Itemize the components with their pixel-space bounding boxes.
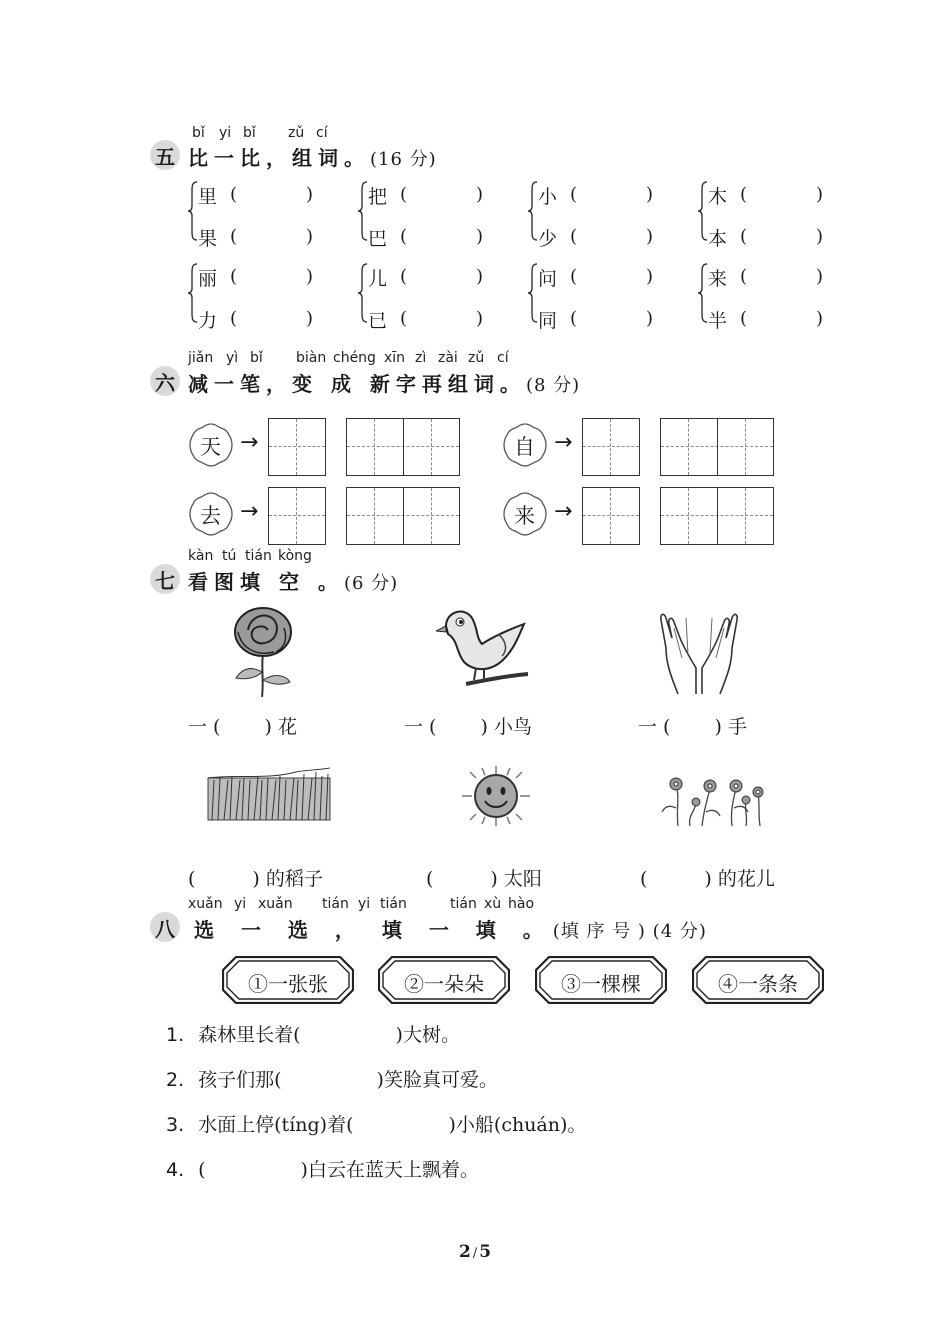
pinyin: hào xyxy=(508,896,535,912)
brace-icon xyxy=(698,180,708,242)
page-current: 2 xyxy=(458,1242,471,1262)
pair-char-bottom: 果 xyxy=(198,228,218,250)
writing-box-single[interactable] xyxy=(582,487,640,545)
source-char: 来 xyxy=(514,504,535,528)
word-pair xyxy=(188,262,328,332)
option-label: ④一条条 xyxy=(718,972,798,996)
pinyin: bǐ xyxy=(192,125,205,141)
fill-blank-flowers[interactable]: ( ) 的花儿 xyxy=(640,868,775,890)
pinyin: xuǎn xyxy=(258,896,293,912)
paren-open: ( xyxy=(740,308,748,329)
pair-char-top: 来 xyxy=(708,268,728,290)
rice-field-picture xyxy=(206,766,332,822)
paren-open: ( xyxy=(740,266,748,287)
fill-blank-flower[interactable]: 一 ( ) 花 xyxy=(188,716,297,738)
bird-picture xyxy=(436,604,531,696)
question-text: 水面上停(tíng)着( )小船(chuán)。 xyxy=(198,1114,587,1136)
pinyin: yi xyxy=(358,896,371,912)
question-text: ( )白云在蓝天上飘着。 xyxy=(198,1159,479,1181)
source-char: 去 xyxy=(200,504,221,528)
word-pair xyxy=(528,262,668,332)
brace-icon xyxy=(528,180,538,242)
brace-icon xyxy=(188,262,198,324)
brace-icon xyxy=(698,262,708,324)
pinyin: xīn xyxy=(384,350,406,366)
pair-char-top: 把 xyxy=(368,186,388,208)
paren-close: ) xyxy=(476,184,484,205)
pinyin: yi xyxy=(219,125,232,141)
pair-char-bottom: 半 xyxy=(708,310,728,332)
paren-open: ( xyxy=(230,266,238,287)
page-total: 5 xyxy=(479,1242,492,1262)
pair-char-bottom: 少 xyxy=(538,228,558,250)
option-label: ③一棵棵 xyxy=(561,972,641,996)
pinyin: chéng xyxy=(333,350,376,366)
pair-char-top: 小 xyxy=(538,186,558,208)
paren-open: ( xyxy=(570,308,578,329)
question-number: 1. xyxy=(166,1024,185,1046)
arrow-icon: → xyxy=(554,499,573,524)
pinyin: kòng xyxy=(278,548,312,564)
page-number xyxy=(0,1242,950,1262)
source-char: 天 xyxy=(200,435,221,459)
paren-close: ) xyxy=(646,308,654,329)
pinyin: cí xyxy=(316,125,328,141)
question-item[interactable] xyxy=(166,1155,479,1182)
section-title-text: 减一笔，变 成 新字再组词。 xyxy=(188,372,526,396)
pinyin: biàn xyxy=(296,350,327,366)
pinyin: tián xyxy=(322,896,349,912)
fill-blank-sun[interactable]: ( ) 太阳 xyxy=(426,868,542,890)
paren-close: ) xyxy=(476,226,484,247)
pinyin: tián xyxy=(450,896,477,912)
pair-char-bottom: 已 xyxy=(368,310,388,332)
writing-box-single[interactable] xyxy=(582,418,640,476)
pair-char-top: 木 xyxy=(708,186,728,208)
paren-open: ( xyxy=(740,226,748,247)
question-number: 2. xyxy=(166,1069,185,1091)
word-pair xyxy=(698,262,838,332)
word-pair xyxy=(698,180,838,250)
pinyin: xuǎn xyxy=(188,896,223,912)
question-number: 4. xyxy=(166,1159,185,1181)
pinyin: tú xyxy=(222,548,237,564)
paren-close: ) xyxy=(306,266,314,287)
fill-blank-hand[interactable]: 一 ( ) 手 xyxy=(638,716,747,738)
pinyin: bǐ xyxy=(243,125,256,141)
writing-box-double[interactable] xyxy=(660,418,774,476)
word-pair xyxy=(528,180,668,250)
paren-close: ) xyxy=(306,184,314,205)
word-pair xyxy=(188,180,328,250)
paren-open: ( xyxy=(400,266,408,287)
pinyin: cí xyxy=(497,350,509,366)
brace-icon xyxy=(188,180,198,242)
paren-close: ) xyxy=(816,308,824,329)
pair-char-bottom: 巴 xyxy=(368,228,388,250)
section-number-badge: 八 xyxy=(150,912,180,942)
paren-open: ( xyxy=(740,184,748,205)
paren-open: ( xyxy=(230,308,238,329)
pinyin: tián xyxy=(245,548,272,564)
option-label: ①一张张 xyxy=(248,972,328,996)
option-label: ②一朵朵 xyxy=(404,972,484,996)
word-pair xyxy=(358,262,498,332)
arrow-icon: → xyxy=(240,430,259,455)
pinyin: tián xyxy=(380,896,407,912)
question-text: 孩子们那( )笑脸真可爱。 xyxy=(198,1069,498,1091)
pinyin: yi xyxy=(234,896,247,912)
question-item[interactable] xyxy=(166,1065,498,1092)
pinyin: xù xyxy=(484,896,502,912)
section-title-text: 比一比，组词。 xyxy=(188,146,370,170)
question-number: 3. xyxy=(166,1114,185,1136)
paren-close: ) xyxy=(816,226,824,247)
section-title xyxy=(188,368,580,397)
paren-close: ) xyxy=(476,266,484,287)
pinyin: zǔ xyxy=(288,125,305,141)
paren-open: ( xyxy=(400,226,408,247)
pinyin: zài xyxy=(438,350,458,366)
section-score: (8 分) xyxy=(525,375,581,396)
paren-open: ( xyxy=(570,266,578,287)
paren-close: ) xyxy=(646,184,654,205)
paren-open: ( xyxy=(400,308,408,329)
pair-char-bottom: 力 xyxy=(198,310,218,332)
section-score: (填 序 号 ) (4 分) xyxy=(552,921,707,942)
section-number-badge: 六 xyxy=(150,366,180,396)
section-title xyxy=(194,914,707,943)
writing-box-double[interactable] xyxy=(346,487,460,545)
brace-icon xyxy=(358,262,368,324)
pair-char-bottom: 本 xyxy=(708,228,728,250)
section-title xyxy=(188,142,437,171)
pair-char-bottom: 同 xyxy=(538,310,558,332)
page-sep: / xyxy=(472,1246,478,1261)
pinyin: zǔ xyxy=(468,350,485,366)
pair-char-top: 里 xyxy=(198,186,218,208)
writing-box-double[interactable] xyxy=(660,487,774,545)
pinyin: yì xyxy=(226,350,239,366)
writing-box-single[interactable] xyxy=(268,418,326,476)
paren-open: ( xyxy=(400,184,408,205)
pinyin: zì xyxy=(415,350,427,366)
writing-box-single[interactable] xyxy=(268,487,326,545)
sun-picture xyxy=(458,764,534,828)
brace-icon xyxy=(528,262,538,324)
section-title-text: 看图填 空 。 xyxy=(188,570,344,594)
pair-char-top: 儿 xyxy=(368,268,388,290)
pinyin: bǐ xyxy=(250,350,263,366)
writing-box-double[interactable] xyxy=(346,418,460,476)
brace-icon xyxy=(358,180,368,242)
section-title xyxy=(188,566,398,595)
paren-open: ( xyxy=(230,226,238,247)
paren-close: ) xyxy=(646,266,654,287)
section-title-text: 选 一 选 ， 填 一 填 。 xyxy=(194,918,553,942)
arrow-icon: → xyxy=(554,430,573,455)
question-item[interactable] xyxy=(166,1110,586,1137)
paren-close: ) xyxy=(816,266,824,287)
flowers-picture xyxy=(660,768,776,826)
paren-close: ) xyxy=(306,226,314,247)
source-char: 自 xyxy=(514,435,535,459)
word-pair xyxy=(358,180,498,250)
pair-char-top: 问 xyxy=(538,268,558,290)
paren-close: ) xyxy=(646,226,654,247)
hands-picture xyxy=(660,608,738,696)
section-score: (6 分) xyxy=(343,573,399,594)
paren-close: ) xyxy=(476,308,484,329)
pair-char-top: 丽 xyxy=(198,268,218,290)
fill-blank-bird[interactable]: 一 ( ) 小鸟 xyxy=(404,716,532,738)
fill-blank-rice[interactable]: ( ) 的稻子 xyxy=(188,868,323,890)
arrow-icon: → xyxy=(240,499,259,524)
section-score: (16 分) xyxy=(370,149,437,170)
section-number-badge: 七 xyxy=(150,564,180,594)
section-number-badge: 五 xyxy=(150,140,180,170)
paren-open: ( xyxy=(570,226,578,247)
paren-close: ) xyxy=(816,184,824,205)
pinyin: kàn xyxy=(188,548,214,564)
paren-open: ( xyxy=(570,184,578,205)
paren-open: ( xyxy=(230,184,238,205)
paren-close: ) xyxy=(306,308,314,329)
rose-picture xyxy=(228,602,298,697)
question-text: 森林里长着( )大树。 xyxy=(198,1024,460,1046)
pinyin: jiǎn xyxy=(188,350,214,366)
question-item[interactable] xyxy=(166,1020,460,1047)
